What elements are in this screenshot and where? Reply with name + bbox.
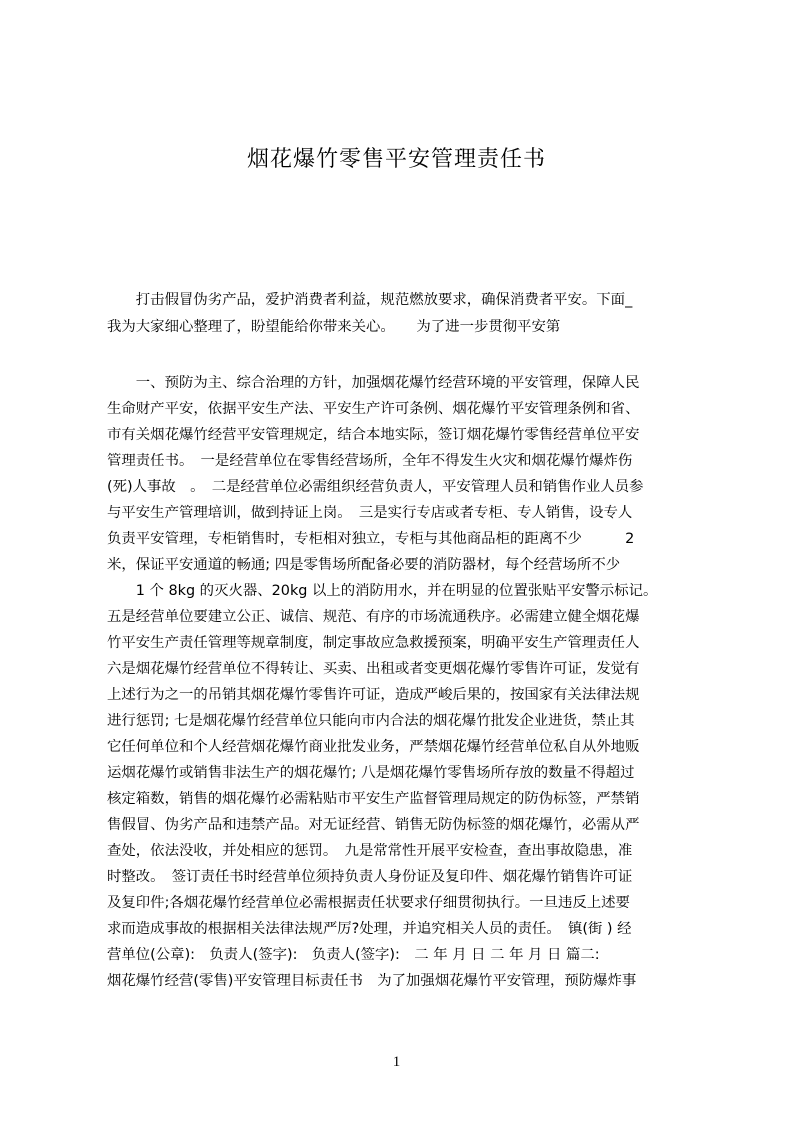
body-line: 求而造成事故的根据相关法律法规严厉?处理，并追究相关人员的责任。 镇(街 ) 经 — [107, 921, 632, 937]
body-line: 营单位(公章): 负责人(签字): 负责人(签字): 二 年 月 日 二 年 月 日 篇二: — [107, 947, 600, 963]
body-line: 及复印件;各烟花爆竹经营单位必需根据责任状要求仔细贯彻执行。一旦违反上述要 — [107, 895, 630, 911]
body-line: 查处，依法没收，并处相应的惩罚。 九是常常性开展平安检查，查出事故隐患，准 — [107, 843, 633, 859]
document-title: 烟花爆竹零售平安管理责任书 — [246, 147, 546, 172]
body-line: 1 个 8kg 的灭火器、20kg 以上的消防用水，并在明显的位置张贴平安警示标记。 — [107, 583, 658, 599]
intro-line-1: 打击假冒伪劣产品，爱护消费者利益，规范燃放要求，确保消费者平安。下面_ — [107, 292, 633, 308]
body-line: 与平安生产管理培训，做到持证上岗。 三是实行专店或者专柜、专人销售，设专人 — [107, 505, 633, 521]
body-line: 管理责任书。 一是经营单位在零售经营场所，全年不得发生火灾和烟花爆竹爆炸伤 — [107, 453, 633, 469]
body-line: 市有关烟花爆竹经营平安管理规定，结合本地实际，签订烟花爆竹零售经营单位平安 — [107, 427, 640, 443]
body-line: 竹平安生产责任管理等规章制度，制定事故应急救援预案，明确平安生产管理责任人 — [107, 635, 640, 651]
body-line: 米，保证平安通道的畅通; 四是零售场所配备必要的消防器材，每个经营场所不少 — [107, 557, 621, 573]
body-line: 时整改。 签订责任书时经营单位须持负责人身份证及复印件、烟花爆竹销售许可证 — [107, 869, 633, 885]
intro-line-2: 我为大家细心整理了，盼望能给你带来关心。 为了进一步贯彻平安第 — [107, 319, 561, 335]
body-line: 核定箱数，销售的烟花爆竹必需粘贴市平安生产监督管理局规定的防伪标签，严禁销 — [107, 791, 640, 807]
body-line: 上述行为之一的吊销其烟花爆竹零售许可证，造成严峻后果的，按国家有关法律法规 — [107, 687, 640, 703]
body-line: (死)人事故 。 二是经营单位必需组织经营负责人，平安管理人员和销售作业人员参 — [107, 479, 644, 495]
page-number: 1 — [392, 1054, 401, 1070]
body-line: 烟花爆竹经营(零售)平安管理目标责任书 为了加强烟花爆竹平安管理，预防爆炸事 — [107, 973, 637, 989]
body-line: 一、预防为主、综合治理的方针，加强烟花爆竹经营环境的平安管理，保障人民 — [107, 375, 640, 391]
body-line: 进行惩罚; 七是烟花爆竹经营单位只能向市内合法的烟花爆竹批发企业进货，禁止其 — [107, 713, 635, 729]
body-line: 运烟花爆竹或销售非法生产的烟花爆竹; 八是烟花爆竹零售场所存放的数量不得超过 — [107, 765, 635, 781]
body-line: 它任何单位和个人经营烟花爆竹商业批发业务，严禁烟花爆竹经营单位私自从外地贩 — [107, 739, 640, 755]
body-line: 生命财产平安，依据平安生产法、平安生产许可条例、烟花爆竹平安管理条例和省、 — [107, 401, 640, 417]
body-line: 负责平安管理，专柜销售时，专柜相对独立，专柜与其他商品柜的距离不少 2 — [107, 531, 635, 547]
body-line: 六是烟花爆竹经营单位不得转让、买卖、出租或者变更烟花爆竹零售许可证，发觉有 — [107, 661, 640, 677]
body-line: 五是经营单位要建立公正、诚信、规范、有序的市场流通秩序。必需建立健全烟花爆 — [107, 609, 640, 625]
body-line: 售假冒、伪劣产品和违禁产品。对无证经营、销售无防伪标签的烟花爆竹，必需从严 — [107, 817, 640, 833]
